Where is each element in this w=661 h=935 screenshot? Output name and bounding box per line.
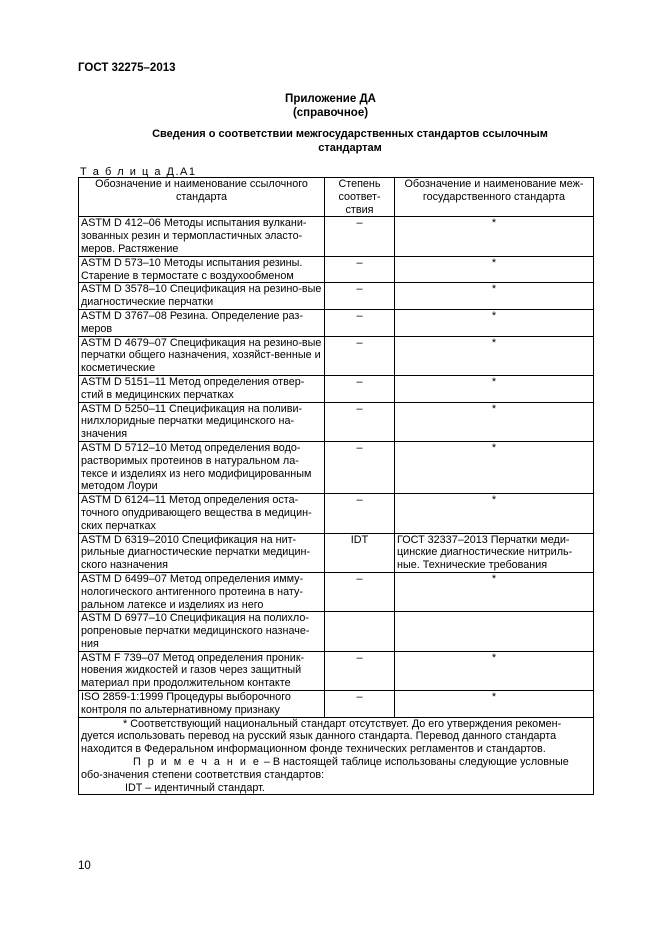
national-cell: * (395, 572, 594, 611)
national-cell: * (395, 217, 594, 256)
table-row (79, 572, 594, 611)
reference-cell: ASTM D 573–10 Методы испытания резины. Старение в термостате с воздухообменом (79, 256, 325, 283)
table-row (79, 309, 594, 336)
annex-subtitle: (справочное) (292, 107, 369, 119)
table-row (79, 256, 594, 283)
national-cell: * (395, 651, 594, 690)
table-row (79, 441, 594, 493)
section-heading: Сведения о соответствии межгосударственных стандартов ссылочным стандартам (152, 128, 548, 154)
table-row (79, 691, 594, 718)
degree-cell: – (325, 336, 395, 375)
degree-cell: IDT (325, 533, 395, 572)
reference-cell: ASTM D 6977–10 Спецификация на полихло-ропреновые перчатки медицинского назначе-ния (79, 612, 325, 651)
table-row (79, 612, 594, 651)
degree-cell: – (325, 651, 395, 690)
national-cell: * (395, 309, 594, 336)
note-text: – В настоящей таблице использованы следующие условные обо-значения степени соответствия стандартов: (81, 756, 569, 781)
degree-cell: – (325, 441, 395, 493)
national-cell: * (395, 441, 594, 493)
degree-cell: – (325, 256, 395, 283)
table-caption: Т а б л и ц а Д.А1 (80, 166, 197, 178)
national-cell: * (395, 256, 594, 283)
reference-cell: ASTM D 5712–10 Метод определения водо-растворимых протеинов в натуральном ла-тексе и изделиях из него модифицированным методом Лоури (79, 441, 325, 493)
national-cell: * (395, 402, 594, 441)
standard-id: ГОСТ 32275–2013 (78, 62, 176, 74)
degree-cell: – (325, 217, 395, 256)
table-row (79, 494, 594, 533)
column-header-reference: Обозначение и наименование ссылочного стандарта (79, 178, 325, 217)
table-row (79, 651, 594, 690)
annex-title: Приложение ДА (285, 93, 376, 105)
degree-cell: – (325, 494, 395, 533)
reference-table (78, 177, 594, 795)
reference-cell: ASTM D 3578–10 Спецификация на резино-вые диагностические перчатки (79, 283, 325, 310)
note (81, 756, 591, 782)
reference-cell: ASTM D 412–06 Методы испытания вулкани-зованных резин и термопластичных эласто-меров. Растяжение (79, 217, 325, 256)
column-header-degree: Степень соответ-ствия (325, 178, 395, 217)
reference-cell: ISO 2859-1:1999 Процедуры выборочного контроля по альтернативному признаку (79, 691, 325, 718)
reference-cell: ASTM D 6319–2010 Спецификация на нит-рильные диагностические перчатки медицин-ского назначения (79, 533, 325, 572)
national-cell: * (395, 691, 594, 718)
table-row (79, 336, 594, 375)
reference-cell: ASTM D 6499–07 Метод определения имму-нологического антигенного протеина в нату-ральном латексе и изделиях из него (79, 572, 325, 611)
page-number: 10 (78, 860, 91, 872)
table-row (79, 533, 594, 572)
table-note-cell (79, 717, 594, 795)
degree-cell: – (325, 691, 395, 718)
reference-cell: ASTM D 6124–11 Метод определения оста-точного опудривающего вещества в медицин-ских перчатках (79, 494, 325, 533)
degree-cell: – (325, 402, 395, 441)
table-body (79, 217, 594, 795)
note-idt: IDT – идентичный стандарт. (125, 781, 265, 794)
column-header-national: Обозначение и наименование меж-государственного стандарта (395, 178, 594, 217)
degree-cell: – (325, 375, 395, 402)
reference-cell: ASTM D 3767–08 Резина. Определение раз-меров (79, 309, 325, 336)
annex-title-block (0, 92, 661, 120)
national-cell (395, 612, 594, 651)
reference-cell: ASTM D 5250–11 Спецификация на поливи-нилхлоридные перчатки медицинского на-значения (79, 402, 325, 441)
reference-cell: ASTM D 5151–11 Метод определения отвер-стий в медицинских перчатках (79, 375, 325, 402)
degree-cell: – (325, 283, 395, 310)
national-cell: * (395, 336, 594, 375)
degree-cell (325, 612, 395, 651)
national-cell: ГОСТ 32337–2013 Перчатки меди-цинские диагностические нитриль-ные. Технические требования (395, 533, 594, 572)
note-label: П р и м е ч а н и е (133, 756, 261, 769)
footnote: * Соответствующий национальный стандарт отсутствует. До его утверждения рекомен-дуется использовать перевод на русский язык данного стандарта. Перевод данного стандарта находится в Федеральном информационном фонде технических регламентов и стандартов. (81, 717, 562, 756)
table-note-row (79, 717, 594, 795)
table-header-row (79, 178, 594, 217)
national-cell: * (395, 283, 594, 310)
reference-cell: ASTM F 739–07 Метод определения проник-новения жидкостей и газов через защитный материал при продолжительном контакте (79, 651, 325, 690)
national-cell: * (395, 494, 594, 533)
reference-cell: ASTM D 4679–07 Спецификация на резино-вые перчатки общего назначения, хозяйст-венные и косметические (79, 336, 325, 375)
degree-cell: – (325, 572, 395, 611)
table-row (79, 283, 594, 310)
table-row (79, 375, 594, 402)
national-cell: * (395, 375, 594, 402)
table-row (79, 402, 594, 441)
degree-cell: – (325, 309, 395, 336)
table-row (79, 217, 594, 256)
